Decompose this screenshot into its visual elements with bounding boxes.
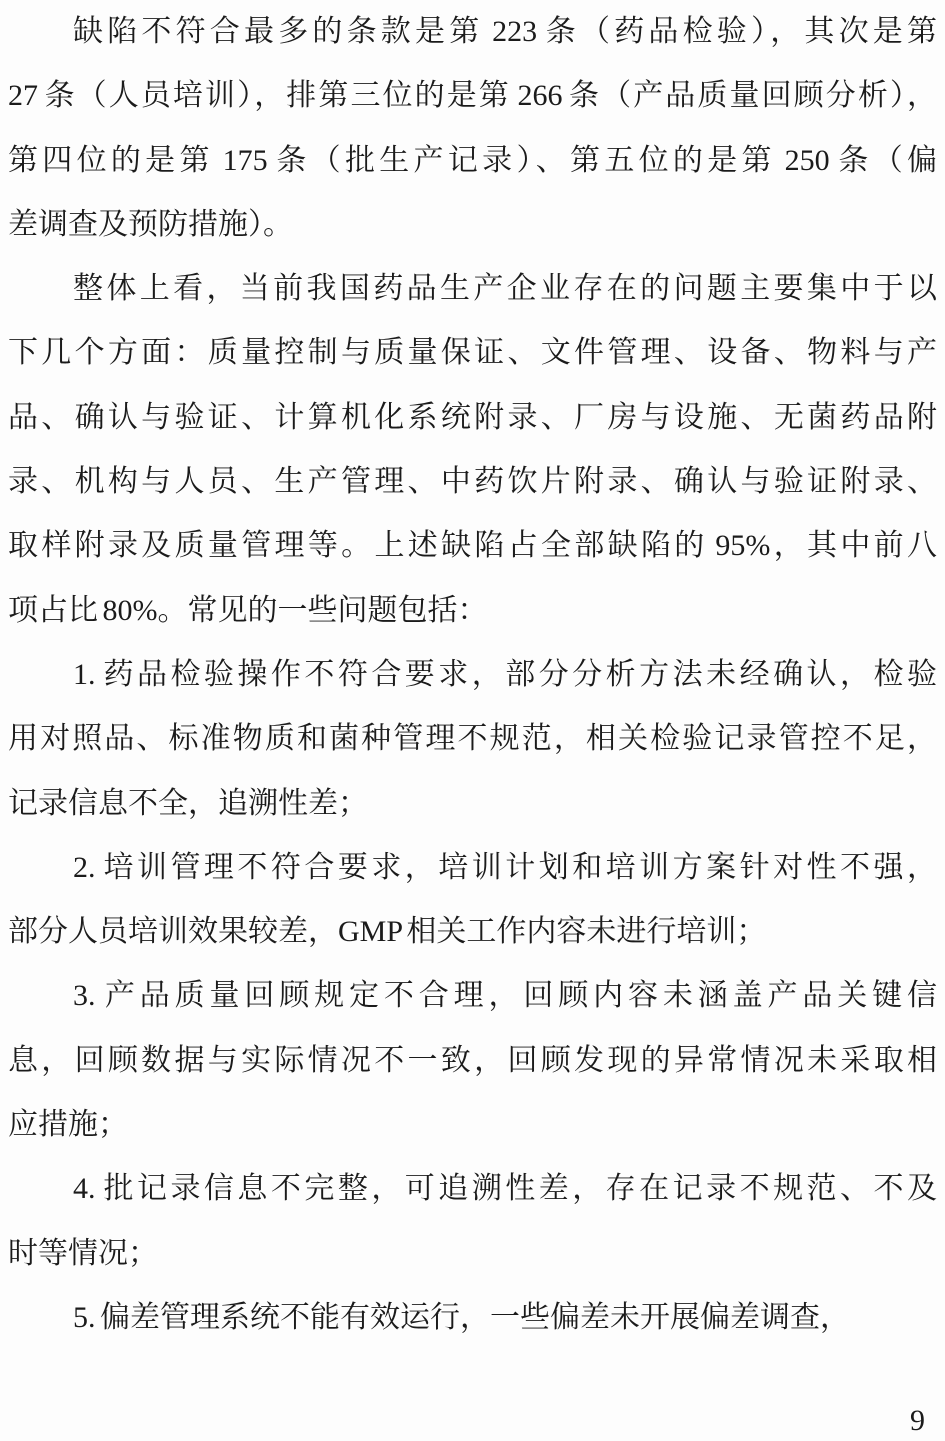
- text-line: 时等情况；: [8, 1236, 158, 1270]
- text-line: 27 条（人员培训），排第三位的是第 266 条（产品质量回顾分析），: [8, 79, 937, 113]
- text-line: 第四位的是第 175 条（批生产记录）、第五位的是第 250 条（偏: [8, 143, 937, 177]
- paragraph: [8, 964, 937, 1157]
- paragraph: [8, 643, 937, 836]
- document-body: [8, 0, 937, 1350]
- page-number: 9: [910, 1404, 925, 1437]
- text-line: 2. 培训管理不符合要求，培训计划和培训方案针对性不强，: [73, 850, 937, 884]
- paragraph: [8, 1286, 937, 1350]
- text-line: 缺陷不符合最多的条款是第 223 条（药品检验），其次是第: [73, 15, 937, 48]
- text-line: 下几个方面：质量控制与质量保证、文件管理、设备、物料与产: [8, 336, 937, 370]
- text-line: 1. 药品检验操作不符合要求，部分分析方法未经确认，检验: [73, 657, 937, 691]
- text-line: 项占比 80%。常见的一些问题包括：: [8, 593, 488, 627]
- paragraph: [8, 836, 937, 965]
- text-line: 差调查及预防措施）。: [8, 207, 293, 241]
- text-line: 部分人员培训效果较差，GMP 相关工作内容未进行培训；: [8, 915, 767, 949]
- text-line: 用对照品、标准物质和菌种管理不规范，相关检验记录管控不足，: [8, 722, 937, 756]
- paragraph: [8, 1157, 937, 1286]
- text-line: 息，回顾数据与实际情况不一致，回顾发现的异常情况未采取相: [8, 1043, 937, 1077]
- text-line: 5. 偏差管理系统不能有效运行，一些偏差未开展偏差调查，: [73, 1300, 850, 1334]
- text-line: 取样附录及质量管理等。上述缺陷占全部缺陷的 95%，其中前八: [8, 529, 937, 563]
- text-line: 录、机构与人员、生产管理、中药饮片附录、确认与验证附录、: [8, 465, 937, 499]
- text-line: 4. 批记录信息不完整，可追溯性差，存在记录不规范、不及: [73, 1172, 937, 1206]
- text-line: 应措施；: [8, 1108, 128, 1142]
- paragraph: [8, 0, 937, 257]
- text-line: 品、确认与验证、计算机化系统附录、厂房与设施、无菌药品附: [8, 400, 937, 434]
- text-line: 记录信息不全，追溯性差；: [8, 786, 368, 820]
- paragraph: [8, 257, 937, 643]
- text-line: 整体上看，当前我国药品生产企业存在的问题主要集中于以: [73, 272, 937, 306]
- text-line: 3. 产品质量回顾规定不合理，回顾内容未涵盖产品关键信: [73, 979, 937, 1013]
